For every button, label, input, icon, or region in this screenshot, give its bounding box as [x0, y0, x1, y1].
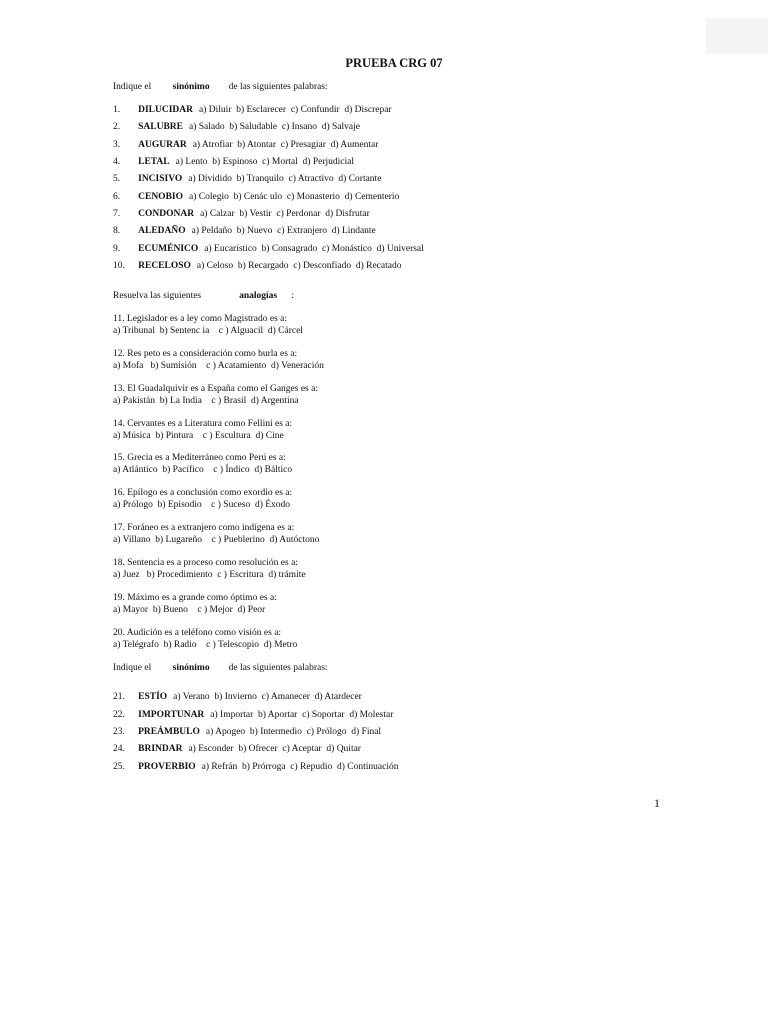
item-options: a) Verano b) Invierno c) Amanecer d) Atardecer [173, 692, 362, 702]
item-options: a) Diluir b) Esclarecer c) Confundir d) Discrepar [199, 105, 392, 115]
analogy-item [113, 453, 292, 476]
synonym-item [113, 244, 424, 254]
analogy-question: 11. Legislador es a ley como Magistrado es a: [113, 314, 288, 324]
analogy-item [113, 628, 297, 651]
item-number: 22. [113, 710, 125, 720]
analogy-question: 17. Foráneo es a extranjero como indígena es a: [113, 523, 295, 533]
synonym-item [113, 122, 360, 132]
item-number: 9. [113, 244, 121, 254]
synonym-item [113, 226, 376, 236]
analogy-options: a) Atlántico b) Pacífico c ) Índico d) Báltico [113, 464, 293, 475]
item-number: 10. [113, 261, 125, 271]
item-word: AUGURAR [138, 140, 187, 150]
item-word: CONDONAR [138, 209, 195, 219]
item-number: 24. [113, 744, 125, 754]
item-word: INCISIVO [138, 174, 183, 184]
synonym-item [113, 727, 381, 737]
item-options: a) Calzar b) Vestir c) Perdonar d) Disfrutar [200, 209, 370, 219]
analogy-question: 18. Sentencia es a proceso como resolución es a: [113, 558, 298, 568]
item-word: ESTÍO [138, 692, 168, 702]
synonym-item [113, 192, 399, 202]
analogy-options: a) Villano b) Lugareño c ) Pueblerino d) Autóctono [113, 534, 320, 545]
instruction-suffix: de las siguientes palabras: [228, 82, 328, 92]
item-word: CENOBIO [138, 192, 183, 202]
analogy-question: 20. Audición es a teléfono como visión es a: [113, 628, 282, 638]
page-title: PRUEBA CRG 07 [345, 56, 443, 70]
item-options: a) Celoso b) Recargado c) Desconfiado d) Recatado [196, 261, 402, 271]
analogy-options: a) Telégrafo b) Radio c ) Telescopio d) Metro [113, 639, 298, 650]
item-options: a) Colegio b) Cenác ulo c) Monasterio d) Cementerio [189, 192, 400, 202]
analogy-item [113, 523, 319, 546]
instruction-suffix: : [291, 291, 295, 301]
analogy-question: 13. El Guadalquivir es a España como el Ganges es a: [113, 384, 318, 394]
analogy-item [113, 314, 303, 337]
item-options: a) Esconder b) Ofrecer c) Aceptar d) Quitar [188, 744, 361, 754]
instruction-prefix: Resuelva las siguientes [113, 291, 202, 301]
analogy-options: a) Mofa b) Sumisión c ) Acatamiento d) Veneración [113, 360, 324, 371]
item-options: a) Peldaño b) Nuevo c) Extranjero d) Lindante [191, 226, 376, 236]
item-number: 5. [113, 174, 121, 184]
item-options: a) Lento b) Espinoso c) Mortal d) Perjudicial [175, 157, 354, 167]
item-number: 7. [113, 209, 121, 219]
item-number: 1. [113, 105, 121, 115]
analogy-item [113, 384, 318, 407]
analogy-item [113, 419, 292, 442]
section3-instruction [113, 663, 328, 673]
analogy-question: 14. Cervantes es a Literatura como Fellini es a: [113, 419, 293, 429]
item-word: RECELOSO [138, 261, 191, 271]
synonym-item [113, 140, 378, 150]
item-word: SALUBRE [138, 122, 183, 132]
instruction-keyword: sinónimo [172, 82, 210, 92]
item-number: 25. [113, 762, 125, 772]
synonym-item [113, 762, 398, 772]
page-number: 1 [654, 796, 660, 810]
analogy-item [113, 558, 306, 581]
item-word: LETAL [138, 157, 170, 167]
item-number: 2. [113, 122, 121, 132]
item-options: a) Salado b) Saludable c) Insano d) Salvaje [189, 122, 360, 132]
item-number: 4. [113, 157, 121, 167]
synonym-item [113, 744, 361, 754]
synonym-item [113, 157, 354, 167]
synonym-item [113, 710, 393, 720]
analogy-options: a) Prólogo b) Episodio c ) Suceso d) Éxodo [113, 499, 291, 510]
analogy-options: a) Tribunal b) Sentenc ia c ) Alguacil d) Cárcel [113, 325, 303, 336]
item-word: BRINDAR [138, 744, 183, 754]
section1-instruction [113, 82, 328, 92]
instruction-keyword: sinónimo [172, 663, 210, 673]
synonym-item [113, 261, 401, 271]
item-options: a) Dividido b) Tranquilo c) Atractivo d) Cortante [188, 174, 382, 184]
analogy-item [113, 593, 277, 616]
item-options: a) Refrán b) Prórroga c) Repudio d) Continuación [201, 762, 399, 772]
item-word: ECUMÉNICO [138, 244, 199, 254]
item-word: ALEDAÑO [138, 226, 186, 236]
synonym-item [113, 174, 381, 184]
item-word: DILUCIDAR [138, 105, 194, 115]
instruction-prefix: Indique el [113, 663, 152, 673]
analogy-question: 19. Máximo es a grande como óptimo es a: [113, 593, 277, 603]
analogy-options: a) Pakistán b) La India c ) Brasil d) Argentina [113, 395, 299, 406]
instruction-suffix: de las siguientes palabras: [228, 663, 328, 673]
analogy-item [113, 349, 324, 372]
item-options: a) Atrofiar b) Atontar c) Presagiar d) Aumentar [192, 140, 379, 150]
item-word: IMPORTUNAR [138, 710, 205, 720]
item-options: a) Eucarístico b) Consagrado c) Monástico d) Universal [204, 244, 424, 254]
item-number: 23. [113, 727, 125, 737]
analogy-options: a) Música b) Pintura c ) Escultura d) Cine [113, 430, 284, 441]
item-options: a) Apogeo b) Intermedio c) Prólogo d) Final [205, 727, 382, 737]
analogy-options: a) Juez b) Procedimiento c ) Escritura d) trámite [113, 569, 306, 580]
analogy-question: 15. Grecia es a Mediterráneo como Perú es a: [113, 453, 286, 463]
instruction-prefix: Indique el [113, 82, 152, 92]
item-options: a) Importar b) Aportar c) Soportar d) Molestar [210, 710, 394, 720]
item-word: PROVERBIO [138, 762, 196, 772]
analogy-options: a) Mayor b) Bueno c ) Mejor d) Peor [113, 604, 266, 615]
corner-shade [706, 18, 768, 54]
item-number: 21. [113, 692, 125, 702]
analogy-question: 16. Epílogo es a conclusión como exordio es a: [113, 488, 293, 498]
item-word: PREÁMBULO [138, 727, 200, 737]
section2-instruction [113, 291, 294, 301]
analogy-question: 12. Res peto es a consideración como burla es a: [113, 349, 298, 359]
analogy-item [113, 488, 292, 511]
item-number: 3. [113, 140, 121, 150]
synonym-item [113, 105, 392, 115]
instruction-keyword: analogías [239, 291, 278, 301]
synonym-item [113, 209, 370, 219]
synonym-item [113, 692, 362, 702]
item-number: 6. [113, 192, 121, 202]
item-number: 8. [113, 226, 121, 236]
